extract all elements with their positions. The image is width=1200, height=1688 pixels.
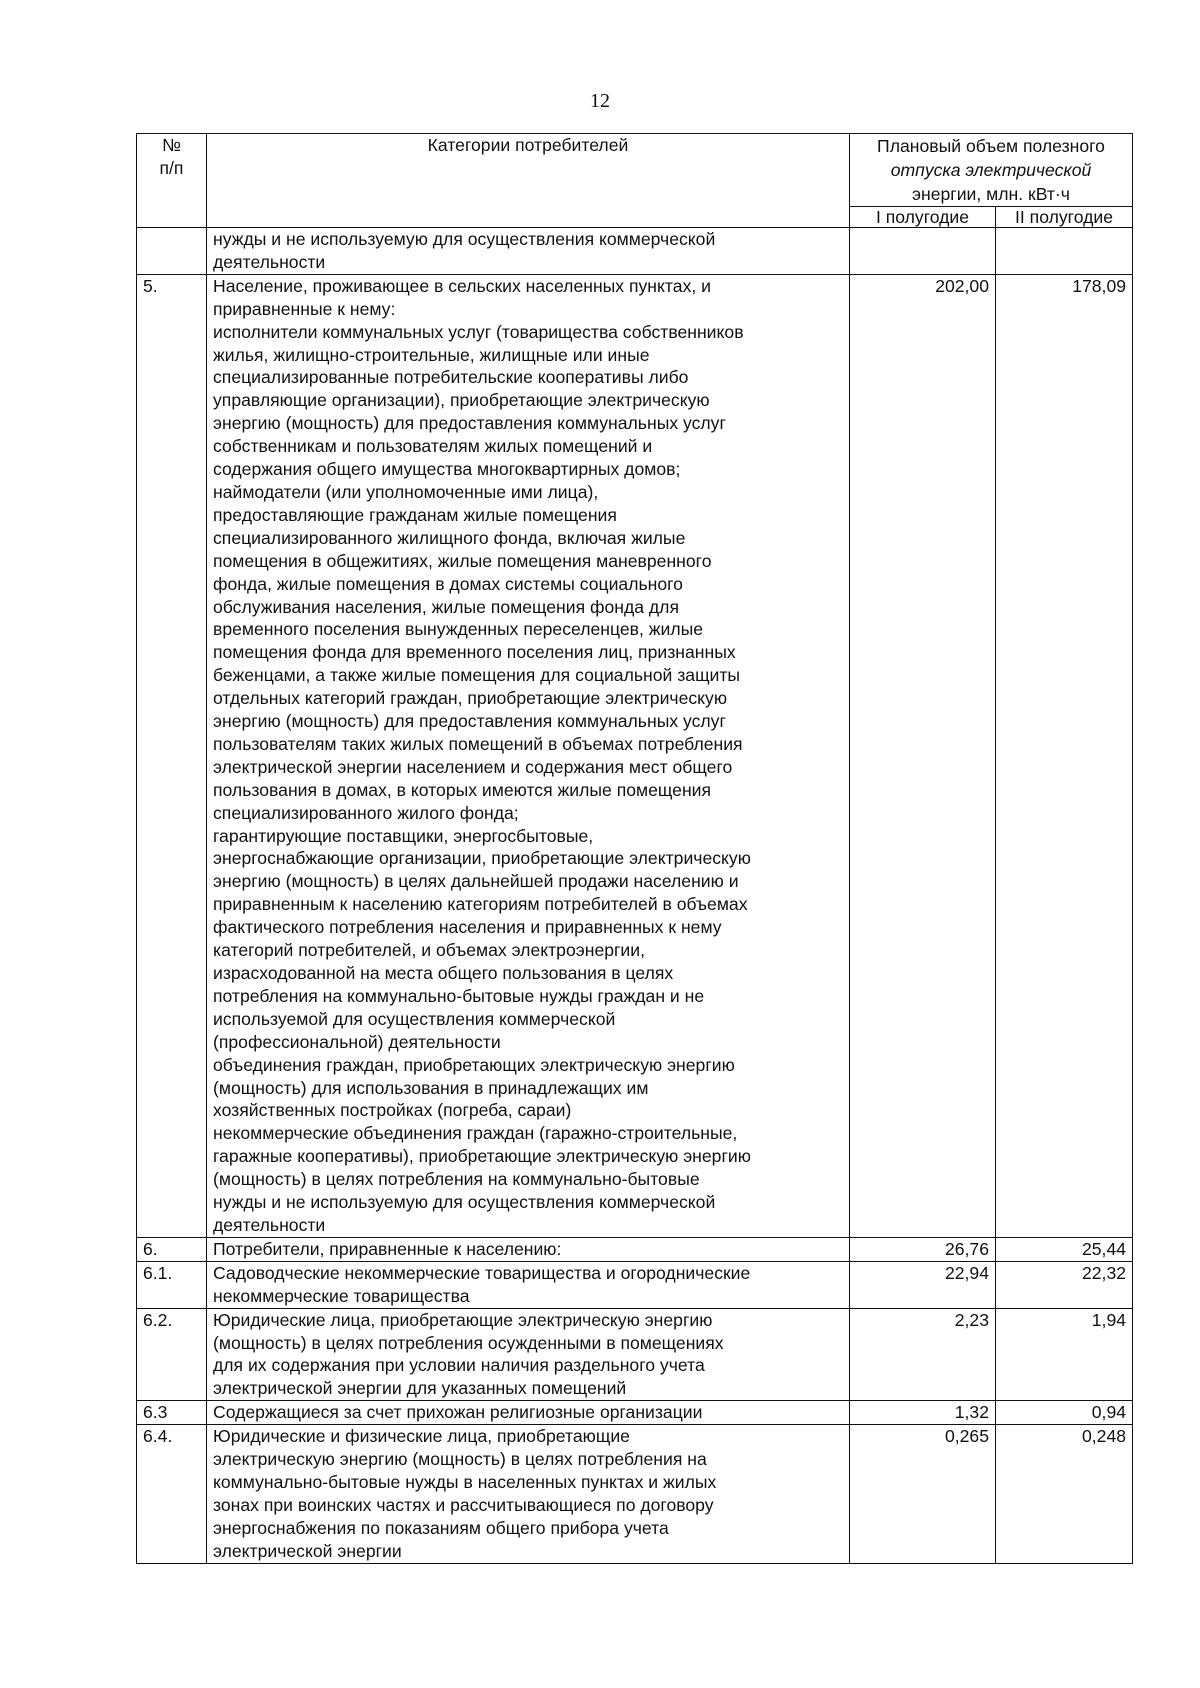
table-row xyxy=(137,274,1133,1237)
category-text-line: пользователям таких жилых помещений в объемах потребления xyxy=(213,733,743,754)
row-number: 6.2. xyxy=(137,1308,207,1401)
category-text-line: электрической энергии для указанных помещений xyxy=(213,1378,627,1399)
table-header-row xyxy=(137,134,1133,207)
row-category xyxy=(207,1425,850,1563)
category-text-line: собственникам и пользователям жилых помещений и xyxy=(213,436,653,457)
category-text-line: энергию (мощность) для предоставления коммунальных услуг xyxy=(213,413,726,434)
category-text-line: помещения фонда для временного поселения лиц, признанных xyxy=(213,642,736,663)
category-text-line: гаражные кооперативы), приобретающие электрическую энергию xyxy=(213,1146,751,1167)
category-text-line: объединения граждан, приобретающих электрическую энергию xyxy=(213,1054,735,1075)
row-half-2-value: 178,09 xyxy=(996,274,1133,1237)
table-row xyxy=(137,1261,1133,1308)
row-category xyxy=(207,274,850,1237)
category-text-line: деятельности xyxy=(213,1214,326,1235)
category-text-line: нужды и не используемую для осуществления коммерческой xyxy=(213,229,716,249)
row-half-2-value: 25,44 xyxy=(996,1237,1133,1261)
category-text-line: гарантирующие поставщики, энергосбытовые, xyxy=(213,825,594,846)
row-number: 5. xyxy=(137,274,207,1237)
category-text-line: фонда, жилые помещения в домах системы социального xyxy=(213,573,683,594)
header-volume-line: отпуска электрической xyxy=(890,160,1092,180)
header-half-1: I полугодие xyxy=(850,207,996,228)
row-category xyxy=(207,1261,850,1308)
table-body xyxy=(137,228,1133,1564)
header-half-2: II полугодие xyxy=(996,207,1133,228)
row-category xyxy=(207,1308,850,1401)
category-text-line: помещения в общежитиях, жилые помещения маневренного xyxy=(213,550,712,571)
category-text-line: специализированного жилищного фонда, включая жилые xyxy=(213,527,686,548)
category-text-line: хозяйственных постройках (погреба, сараи) xyxy=(213,1100,572,1121)
category-text-line: электрической энергии населением и содержания мест общего xyxy=(213,756,733,777)
category-text-line: электрической энергии xyxy=(213,1540,402,1561)
category-text-line: Содержащиеся за счет прихожан религиозные организации xyxy=(213,1402,703,1423)
category-text-line: коммунально-бытовые нужды в населенных пунктах и жилых xyxy=(213,1471,717,1492)
row-number: 6.1. xyxy=(137,1261,207,1308)
row-half-1-value xyxy=(850,228,996,275)
category-text-line: (мощность) в целях потребления осужденными в помещениях xyxy=(213,1332,724,1353)
category-text-line: специализированного жилого фонда; xyxy=(213,802,519,823)
row-half-2-value xyxy=(996,228,1133,275)
category-text-line: энергию (мощность) для предоставления коммунальных услуг xyxy=(213,711,726,732)
category-text-line: временного поселения вынужденных переселенцев, жилые xyxy=(213,619,704,640)
row-half-1-value: 0,265 xyxy=(850,1425,996,1563)
category-text-line: предоставляющие гражданам жилые помещения xyxy=(213,504,617,525)
row-half-2-value: 22,32 xyxy=(996,1261,1133,1308)
row-number: 6. xyxy=(137,1237,207,1261)
category-text-line: энергию (мощность) в целях дальнейшей продажи населению и xyxy=(213,871,739,892)
row-category xyxy=(207,1401,850,1425)
category-text-line: обслуживания населения, жилые помещения фонда для xyxy=(213,596,679,617)
category-text-line: отдельных категорий граждан, приобретающие электрическую xyxy=(213,688,728,709)
table-row xyxy=(137,1237,1133,1261)
category-text-line: Юридические и физические лица, приобретающие xyxy=(213,1426,630,1447)
header-number xyxy=(137,134,207,228)
category-text-line: деятельности xyxy=(213,251,326,272)
row-number: 6.3 xyxy=(137,1401,207,1425)
category-text-line: Юридические лица, приобретающие электрическую энергию xyxy=(213,1309,713,1330)
header-volume-line: энергии, млн. кВт·ч xyxy=(912,184,1070,204)
category-text-line: наймодатели (или уполномоченные ими лица), xyxy=(213,481,599,502)
category-text-line: управляющие организации), приобретающие электрическую xyxy=(213,390,710,411)
table-row xyxy=(137,1308,1133,1401)
header-volume xyxy=(850,134,1133,207)
category-text-line: энергоснабжения по показаниям общего прибора учета xyxy=(213,1517,669,1538)
category-text-line: содержания общего имущества многоквартирных домов; xyxy=(213,459,681,480)
header-number-abbr: п/п xyxy=(159,157,184,178)
category-text-line: приравненные к нему: xyxy=(213,298,396,319)
category-text-line: Потребители, приравненные к населению: xyxy=(213,1238,562,1259)
row-half-2-value: 1,94 xyxy=(996,1308,1133,1401)
row-category xyxy=(207,1237,850,1261)
category-text-line: Население, проживающее в сельских населенных пунктах, и xyxy=(213,275,711,296)
category-text-line: зонах при воинских частях и рассчитывающиеся по договору xyxy=(213,1494,714,1515)
category-text-line: (мощность) в целях потребления на коммунально-бытовые xyxy=(213,1169,700,1190)
category-text-line: некоммерческие объединения граждан (гаражно-строительные, xyxy=(213,1123,738,1144)
row-half-2-value: 0,94 xyxy=(996,1401,1133,1425)
row-half-1-value: 22,94 xyxy=(850,1261,996,1308)
row-category xyxy=(207,228,850,275)
category-text-line: израсходованной на места общего пользования в целях xyxy=(213,963,674,983)
header-volume-line: Плановый объем полезного xyxy=(877,136,1105,156)
category-text-line: потребления на коммунально-бытовые нужды граждан и не xyxy=(213,985,705,1006)
category-text-line: (профессиональной) деятельности xyxy=(213,1031,501,1052)
table-row xyxy=(137,1425,1133,1563)
category-text-line: беженцами, а также жилые помещения для социальной защиты xyxy=(213,665,741,686)
page-number: 12 xyxy=(590,90,610,112)
row-half-1-value: 26,76 xyxy=(850,1237,996,1261)
row-half-1-value: 202,00 xyxy=(850,274,996,1237)
category-text-line: энергоснабжающие организации, приобретающие электрическую xyxy=(213,848,751,869)
category-text-line: нужды и не используемую для осуществления коммерческой xyxy=(213,1192,716,1213)
category-text-line: Садоводческие некоммерческие товарищества и огороднические xyxy=(213,1262,751,1283)
header-category: Категории потребителей xyxy=(207,134,850,228)
category-text-line: используемой для осуществления коммерческой xyxy=(213,1008,616,1029)
category-text-line: для их содержания при условии наличия раздельного учета xyxy=(213,1355,705,1376)
category-text-line: исполнители коммунальных услуг (товарищества собственников xyxy=(213,321,744,342)
category-text-line: (мощность) для использования в принадлежащих им xyxy=(213,1077,649,1098)
row-half-1-value: 1,32 xyxy=(850,1401,996,1425)
category-text-line: фактического потребления населения и приравненных к нему xyxy=(213,917,722,938)
category-text-line: приравненным к населению категориям потребителей в объемах xyxy=(213,894,748,915)
category-text-line: пользования в домах, в которых имеются жилые помещения xyxy=(213,779,712,800)
row-half-1-value: 2,23 xyxy=(850,1308,996,1401)
category-text-line: электрическую энергию (мощность) в целях потребления на xyxy=(213,1449,707,1470)
header-number-symbol: № xyxy=(162,135,181,155)
table-row xyxy=(137,228,1133,275)
category-text-line: жилья, жилищно-строительные, жилищные или иные xyxy=(213,344,650,365)
row-number: 6.4. xyxy=(137,1425,207,1563)
row-half-2-value: 0,248 xyxy=(996,1425,1133,1563)
table-row xyxy=(137,1401,1133,1425)
category-text-line: специализированные потребительские кооперативы либо xyxy=(213,367,689,388)
consumption-table xyxy=(136,133,1133,1564)
category-text-line: категорий потребителей, и объемах электроэнергии, xyxy=(213,940,645,961)
category-text-line: некоммерческие товарищества xyxy=(213,1285,470,1306)
row-number xyxy=(137,228,207,275)
